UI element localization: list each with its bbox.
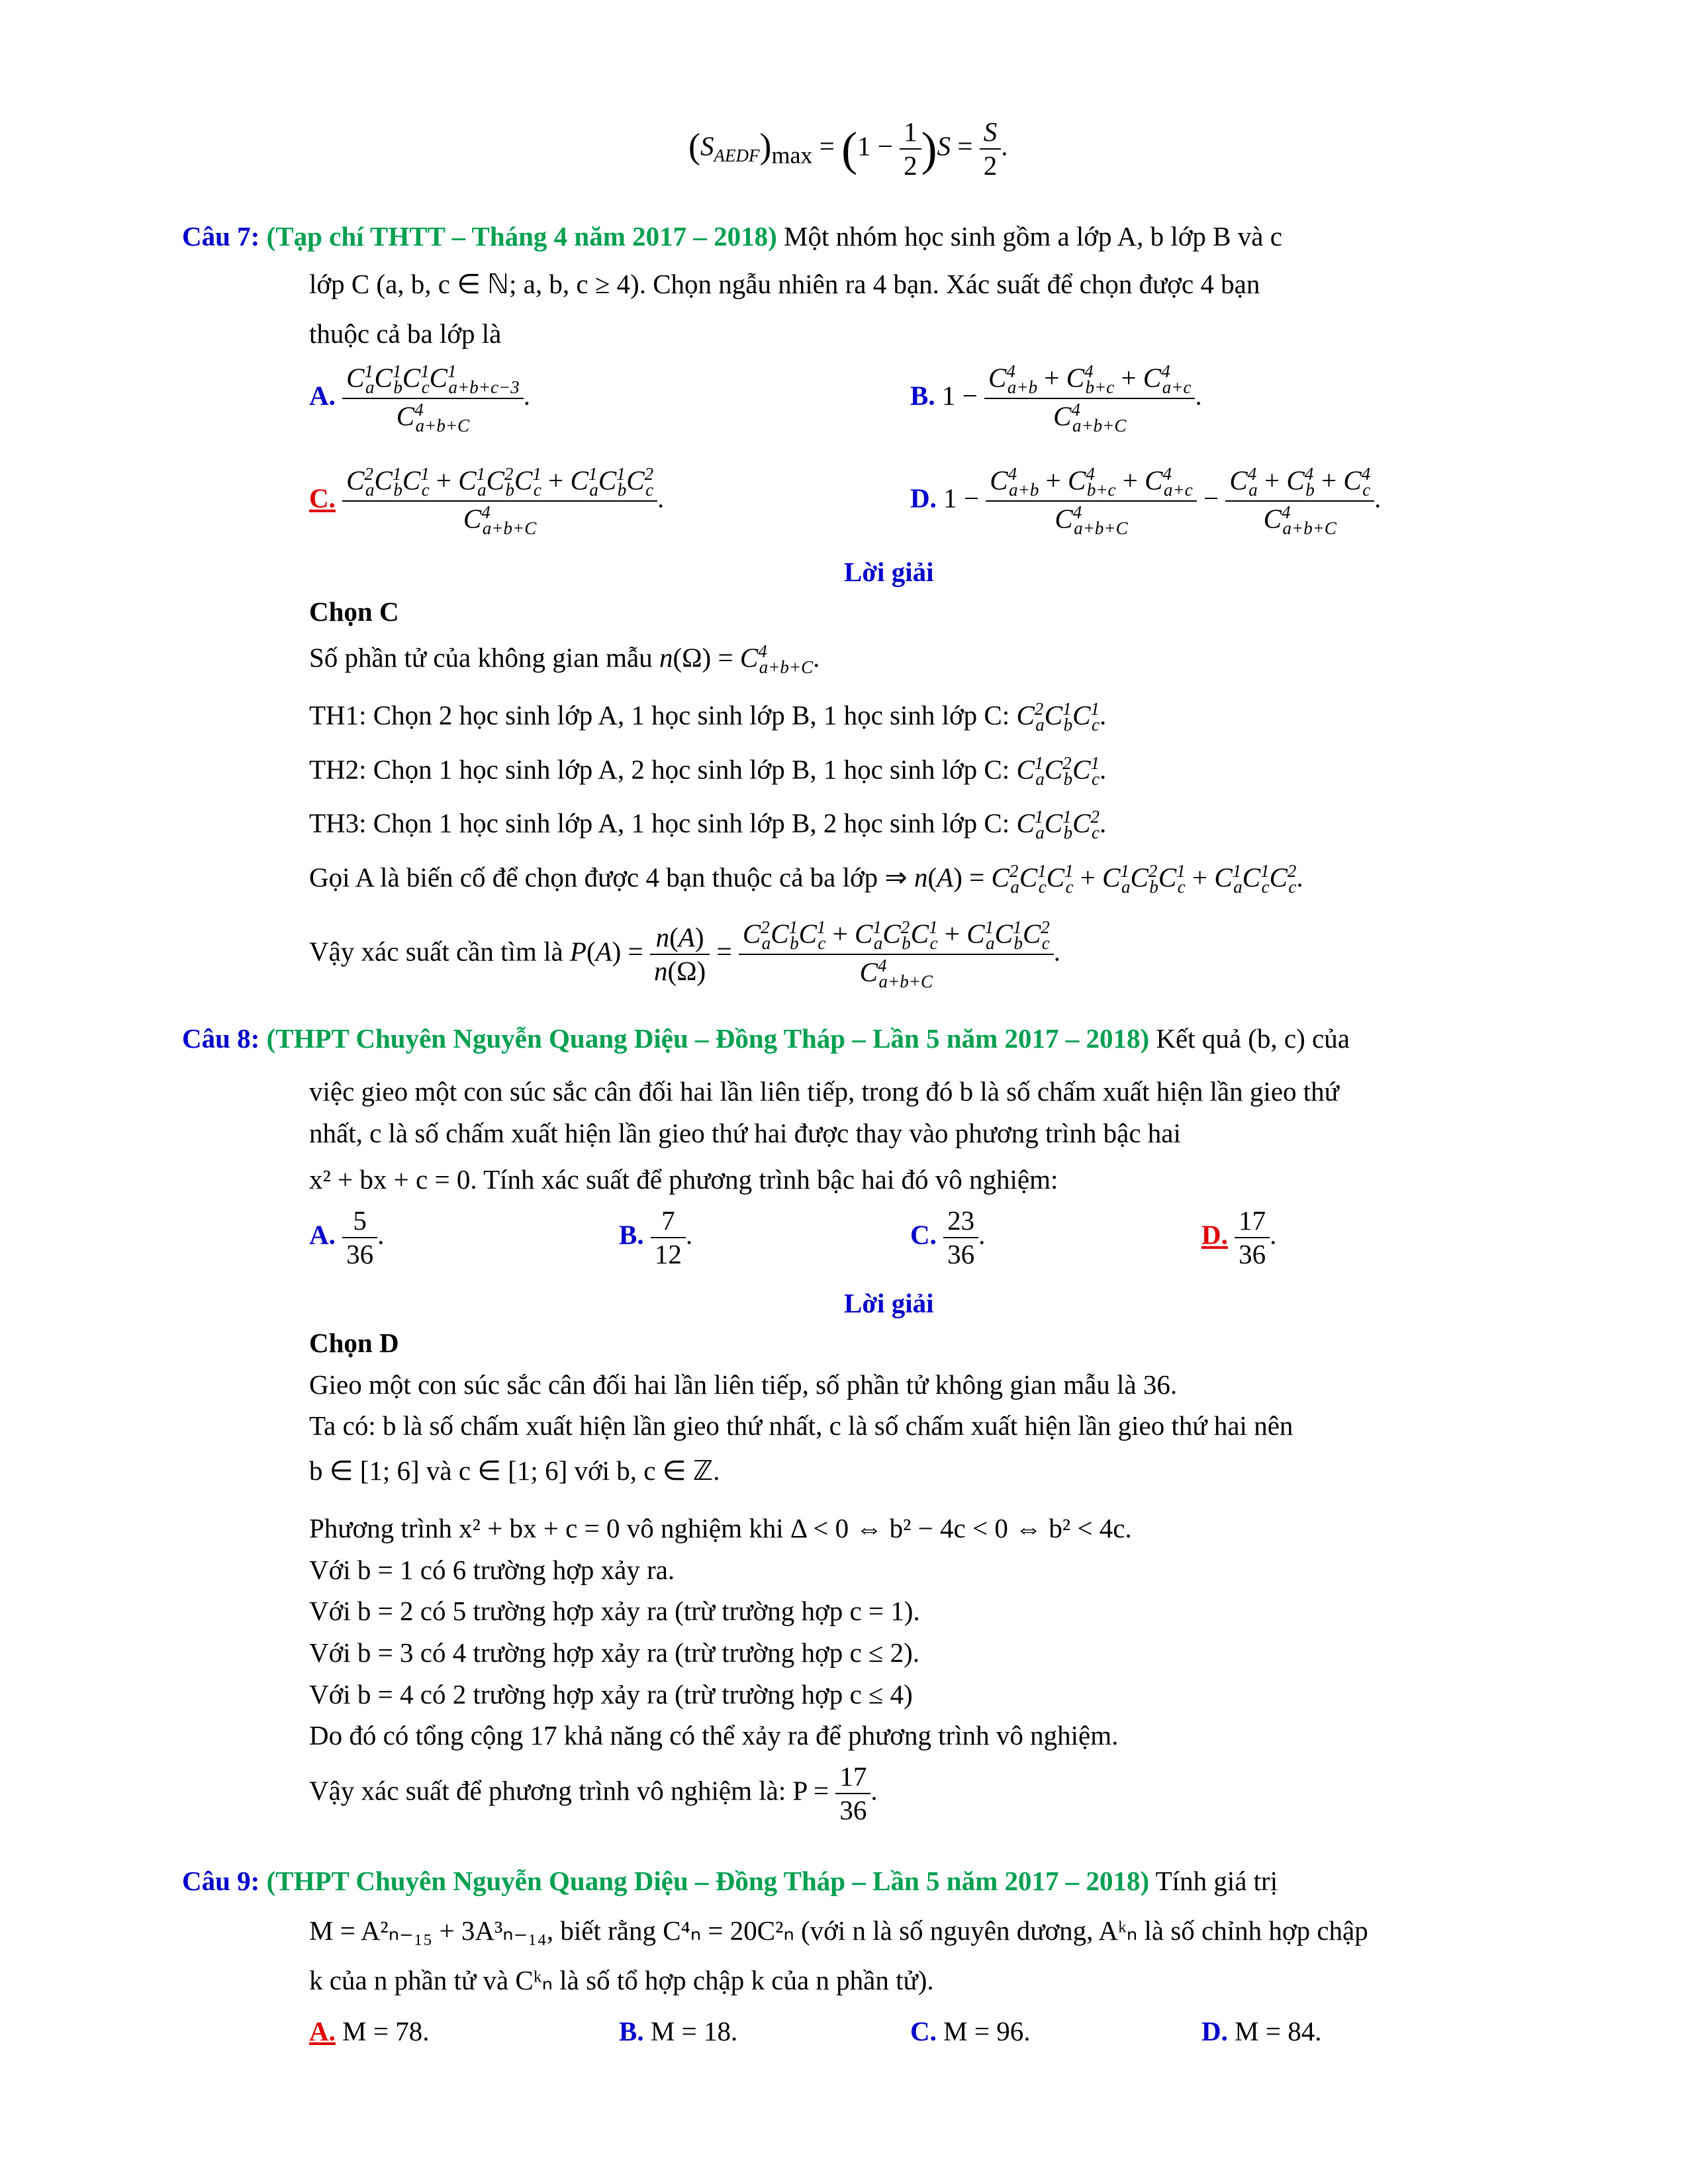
q9-option-a-label: A.	[309, 2016, 336, 2046]
q8-final: Vậy xác suất để phương trình vô nghiệm là: P = $\frac{17}{36}$ .	[309, 1760, 878, 1827]
q8-line-7: Với b = 4 có 2 trường hợp xảy ra (trừ trường hợp c ≤ 4)	[309, 1679, 913, 1709]
q9-option-b[interactable]	[619, 2015, 737, 2048]
q7-text2: lớp C (a, b, c ∈ ℕ; a, b, c ≥ 4). Chọn ngẫu nhiên ra 4 bạn. Xác suất để chọn được 4 bạn	[309, 269, 1260, 299]
q9-option-d-value: M = 84.	[1235, 2016, 1322, 2046]
q7-option-c-label: C.	[309, 482, 336, 514]
q7-sample-space: Số phần tử của không gian mẫu $n(\Omega) = C^4_{a+b+C}$.	[309, 641, 820, 677]
q8-line-2: b ∈ [1; 6] và c ∈ [1; 6] với b, c ∈ ℤ.	[309, 1455, 720, 1486]
q8-option-c[interactable]: C. $\frac{23}{36}$ .	[910, 1205, 985, 1271]
q9-option-d-label: D.	[1201, 2016, 1228, 2046]
q7-conclusion: Vậy xác suất cần tìm là P(A) = $\frac{n(A)}{n(\Omega)}$ = $\frac{C^2_aC^1_bC^1_c + C^1_aC^2_bC^1_c + C^1_aC^1_bC^2_c}{C^4_{a+b+C}}$ .	[309, 917, 1061, 992]
q8-final-num: 17	[835, 1760, 870, 1794]
q8-line-6: Với b = 3 có 4 trường hợp xảy ra (trừ trường hợp c ≤ 2).	[309, 1637, 920, 1668]
q8-text2: việc gieo một con súc sắc cân đối hai lần liên tiếp, trong đó b là số chấm xuất hiện lần gieo thứ	[309, 1076, 1339, 1107]
q8-line-5: Với b = 2 có 5 trường hợp xảy ra (trừ trường hợp c = 1).	[309, 1596, 920, 1626]
q7-th2: TH2: Chọn 1 học sinh lớp A, 2 học sinh lớp B, 1 học sinh lớp C: $C^1_aC^2_bC^1_c$.	[309, 753, 1107, 789]
q8-option-a-label: A.	[309, 1219, 336, 1250]
q8-line-0: Gieo một con súc sắc cân đối hai lần liên tiếp, số phần tử không gian mẫu là 36.	[309, 1369, 1178, 1400]
q8-final-text: Vậy xác suất để phương trình vô nghiệm là: P =	[309, 1775, 829, 1806]
q8-text1: Kết quả (b, c) của	[1156, 1023, 1350, 1054]
q7-option-a[interactable]: A. $\frac{C^1_aC^1_bC^1_cC^1_{a+b+c-3}}{C^4_{a+b+C}}$ .	[309, 361, 530, 436]
q8-line-3: Phương trình x² + bx + c = 0 vô nghiệm khi Δ < 0 ⇔ b² − 4c < 0 ⇔ b² < 4c.	[309, 1513, 1132, 1543]
q8-option-b-den: 12	[654, 1239, 682, 1270]
q8-source: (THPT Chuyên Nguyễn Quang Diệu – Đồng Tháp – Lần 5 năm 2017 – 2018)	[266, 1023, 1150, 1054]
q8-choose: Chọn D	[309, 1328, 399, 1358]
q7-label: Câu 7:	[182, 221, 260, 251]
q7-th2-text: TH2: Chọn 1 học sinh lớp A, 2 học sinh lớp B, 1 học sinh lớp C:	[309, 754, 1010, 785]
q8-option-c-label: C.	[910, 1219, 937, 1250]
q8-option-a-num: 5	[342, 1205, 377, 1238]
q8-text3: nhất, c là số chấm xuất hiện lần gieo thứ hai được thay vào phương trình bậc hai	[309, 1118, 1181, 1148]
q9-option-d[interactable]	[1201, 2015, 1321, 2048]
q8-label: Câu 8:	[182, 1023, 260, 1054]
q7-header	[182, 220, 1282, 253]
q7-option-c[interactable]: C. $\frac{C^2_aC^1_bC^1_c + C^1_aC^2_bC^1_c + C^1_aC^1_bC^2_c}{C^4_{a+b+C}}$ .	[309, 464, 665, 539]
q9-option-a[interactable]	[309, 2015, 429, 2048]
q7-choose: Chọn C	[309, 596, 399, 627]
q7-event: Gọi A là biến cố để chọn được 4 bạn thuộc cả ba lớp ⇒ $n(A) = C^2_aC^1_cC^1_c + C^1_aC^2_bC^1_c + C^1_aC^1_cC^2_c$.	[309, 861, 1303, 897]
q8-option-b-label: B.	[619, 1219, 644, 1250]
q7-text1: Một nhóm học sinh gồm a lớp A, b lớp B và c	[784, 221, 1282, 251]
q7-s1: Số phần tử của không gian mẫu	[309, 642, 653, 673]
q7-option-b[interactable]: B. 1 − $\frac{C^4_{a+b} + C^4_{b+c} + C^4_{a+c}}{C^4_{a+b+C}}$ .	[910, 361, 1202, 436]
q9-option-a-value: M = 78.	[342, 2016, 430, 2046]
q7-option-a-label: A.	[309, 380, 336, 411]
q8-line-4: Với b = 1 có 6 trường hợp xảy ra.	[309, 1555, 675, 1585]
q9-text2: M = A²ₙ₋₁₅ + 3A³ₙ₋₁₄, biết rằng C⁴ₙ = 20C²ₙ (với n là số nguyên dương, Aᵏₙ là số chỉnh hợp chập	[309, 1915, 1368, 1946]
q7-vay: Vậy xác suất cần tìm là	[309, 936, 563, 967]
q8-option-b[interactable]: B. $\frac{7}{12}$ .	[619, 1205, 692, 1271]
q8-option-d-label: D.	[1201, 1219, 1228, 1250]
q9-option-b-label: B.	[619, 2016, 644, 2046]
q8-text4: x² + bx + c = 0. Tính xác suất để phương trình bậc hai đó vô nghiệm:	[309, 1164, 1058, 1195]
q9-option-c[interactable]	[910, 2015, 1030, 2048]
q7-option-d-label: D.	[910, 482, 937, 514]
q7-option-b-label: B.	[910, 380, 935, 411]
q8-option-c-den: 36	[947, 1239, 975, 1270]
q9-text3: k của n phần tử và Cᵏₙ là số tổ hợp chập k của n phần tử).	[309, 1965, 934, 1995]
q8-line-1: Ta có: b là số chấm xuất hiện lần gieo thứ nhất, c là số chấm xuất hiện lần gieo thứ hai nên	[309, 1410, 1293, 1441]
q7-option-d[interactable]: D. 1 − $\frac{C^4_{a+b} + C^4_{b+c} + C^4_{a+c}}{C^4_{a+b+C}}$ − $\frac{C^4_a + C^4_b + C^4_c}{C^4_{a+b+C}}$ .	[910, 464, 1382, 539]
q7-th3-text: TH3: Chọn 1 học sinh lớp A, 1 học sinh lớp B, 2 học sinh lớp C:	[309, 807, 1010, 839]
q7-solution-title: Lời giải	[844, 557, 934, 587]
q7-th1: TH1: Chọn 2 học sinh lớp A, 1 học sinh lớp B, 1 học sinh lớp C: $C^2_aC^1_bC^1_c$.	[309, 699, 1107, 735]
q8-option-d-num: 17	[1235, 1205, 1270, 1238]
q9-header	[182, 1865, 1278, 1897]
q8-solution-title: Lời giải	[844, 1288, 934, 1318]
q9-option-c-label: C.	[910, 2016, 937, 2046]
q7-text3: thuộc cả ba lớp là	[309, 318, 502, 349]
top-formula: $(S_{AEDF})\max = (1$ − $\frac{1}{2}$ )S = $\frac{S}{2}$ .	[688, 116, 1008, 181]
q9-option-c-value: M = 96.	[943, 2016, 1031, 2046]
q7-th1-text: TH1: Chọn 2 học sinh lớp A, 1 học sinh lớp B, 1 học sinh lớp C:	[309, 700, 1010, 731]
q9-option-b-value: M = 18.	[650, 2016, 738, 2046]
q8-option-a[interactable]: A. $\frac{5}{36}$ .	[309, 1205, 384, 1271]
q8-option-d-den: 36	[1239, 1239, 1266, 1270]
q8-final-den: 36	[839, 1795, 867, 1826]
q9-text1: Tính giá trị	[1155, 1866, 1278, 1896]
q7-goi: Gọi A là biến cố để chọn được 4 bạn thuộc cả ba lớp ⇒	[309, 862, 908, 893]
q9-source: (THPT Chuyên Nguyễn Quang Diệu – Đồng Tháp – Lần 5 năm 2017 – 2018)	[266, 1866, 1150, 1896]
q8-option-d[interactable]: D. $\frac{17}{36}$ .	[1201, 1205, 1276, 1271]
q8-option-a-den: 36	[346, 1239, 374, 1270]
q8-option-c-num: 23	[943, 1205, 978, 1238]
q8-line-8: Do đó có tổng cộng 17 khả năng có thể xảy ra để phương trình vô nghiệm.	[309, 1720, 1119, 1751]
q7-source: (Tạp chí THTT – Tháng 4 năm 2017 – 2018)	[266, 221, 777, 251]
q8-option-b-num: 7	[651, 1205, 686, 1238]
q8-header	[182, 1023, 1350, 1055]
q7-th3: TH3: Chọn 1 học sinh lớp A, 1 học sinh lớp B, 2 học sinh lớp C: $C^1_aC^1_bC^2_c$.	[309, 807, 1107, 842]
q9-label: Câu 9:	[182, 1866, 260, 1896]
